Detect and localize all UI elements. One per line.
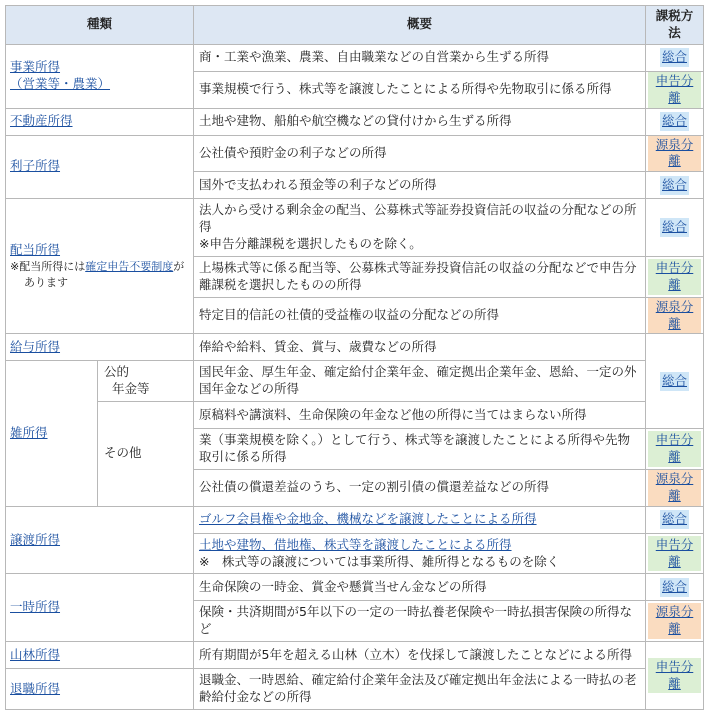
haito-note-post: が: [173, 260, 185, 274]
method-shinkoku-badge[interactable]: 申告分離: [648, 259, 701, 295]
table-row: [6, 361, 704, 402]
desc-haito-a-text: 法人から受ける剰余金の配当、公募株式等証券投資信託の収益の分配などの所得: [199, 202, 637, 235]
method-shinkoku-badge[interactable]: 申告分離: [648, 431, 701, 467]
link-taishoku[interactable]: 退職所得: [10, 680, 61, 696]
method-shinkoku-badge[interactable]: 申告分離: [648, 536, 701, 572]
zatsu-sub-pension: [98, 361, 194, 402]
header-overview: 概要: [194, 6, 646, 45]
method-cell: [646, 506, 704, 533]
category-joto: [6, 506, 194, 574]
desc-ichiji-a: 生命保険の一時金、賞金や懸賞当せん金などの所得: [194, 574, 646, 601]
category-haito: [6, 199, 194, 334]
desc-rishi-a: 公社債や預貯金の利子などの所得: [194, 135, 646, 172]
haito-note-line2: あります: [24, 275, 68, 289]
method-shinkoku-badge[interactable]: 申告分離: [648, 658, 701, 694]
table-row: [6, 402, 704, 429]
zatsu-sub-pension-1: 公的: [104, 364, 130, 380]
method-cell: [646, 533, 704, 574]
method-gensen-badge[interactable]: 源泉分離: [648, 136, 701, 172]
desc-haito-a-note: ※申告分離課税を選択したものを除く。: [199, 236, 422, 251]
link-joto[interactable]: 譲渡所得: [10, 531, 61, 547]
method-sogo-badge[interactable]: 総合: [660, 510, 689, 529]
desc-zatsu-d: 公社債の償還差益のうち、一定の割引債の償還差益などの所得: [194, 469, 646, 506]
category-jigyo: [6, 44, 194, 108]
category-zatsu: [6, 361, 98, 506]
link-zatsu[interactable]: 雑所得: [10, 425, 48, 441]
desc-zatsu-a: 国民年金、厚生年金、確定給付企業年金、確定拠出企業年金、恩給、一定の外国年金などの所得: [194, 361, 646, 402]
category-ichiji: [6, 574, 194, 642]
method-cell: [646, 334, 704, 429]
desc-jigyo-b: 事業規模で行う、株式等を譲渡したことによる所得や先物取引に係る所得: [194, 71, 646, 108]
link-kyuyo[interactable]: 給与所得: [10, 338, 61, 354]
link-fudosan[interactable]: 不動産所得: [10, 113, 73, 129]
desc-zatsu-c: 業（事業規模を除く。）として行う、株式等を譲渡したことによる所得や先物取引に係る所得: [194, 429, 646, 470]
haito-note: [10, 259, 189, 290]
desc-haito-c: 特定目的信託の社債的受益権の収益の分配などの所得: [194, 297, 646, 334]
desc-haito-b: 上場株式等に係る配当等、公募株式等証券投資信託の収益の分配などで申告分離課税を選択したものの所得: [194, 256, 646, 297]
desc-joto-b-note: ※ 株式等の譲渡については事業所得、雑所得となるものを除く: [199, 553, 560, 569]
haito-note-pre: ※配当所得には: [10, 260, 86, 274]
link-ichiji[interactable]: 一時所得: [10, 599, 61, 615]
method-cell: [646, 199, 704, 257]
method-cell: [646, 71, 704, 108]
method-cell: [646, 297, 704, 334]
table-header-row: [6, 6, 704, 45]
zatsu-sub-other: その他: [98, 402, 194, 507]
header-type: 種類: [6, 6, 194, 45]
method-cell: [646, 642, 704, 710]
desc-zatsu-b: 原稿料や講演料、生命保険の年金など他の所得に当てはまらない所得: [194, 402, 646, 429]
method-sogo-badge[interactable]: 総合: [660, 176, 689, 195]
header-method: 課税方法: [646, 6, 704, 45]
desc-joto-a: [194, 506, 646, 533]
method-cell: [646, 601, 704, 642]
link-jigyo-sub[interactable]: （営業等・農業）: [10, 76, 111, 92]
method-cell: [646, 108, 704, 135]
table-row: [6, 199, 704, 257]
link-haito[interactable]: 配当所得: [10, 242, 61, 258]
link-sanrin[interactable]: 山林所得: [10, 646, 61, 662]
method-cell: [646, 256, 704, 297]
table-row: [6, 669, 704, 710]
desc-rishi-b: 国外で支払われる預金等の利子などの所得: [194, 172, 646, 199]
method-gensen-badge[interactable]: 源泉分離: [648, 603, 701, 639]
category-taishoku: [6, 669, 194, 710]
method-sogo-badge[interactable]: 総合: [660, 218, 689, 237]
table-row: [6, 108, 704, 135]
table-row: [6, 135, 704, 172]
desc-joto-b: [194, 533, 646, 574]
category-rishi: [6, 135, 194, 199]
category-kyuyo: [6, 334, 194, 361]
table-row: [6, 44, 704, 71]
desc-fudosan: 土地や建物、船舶や航空機などの貸付けから生ずる所得: [194, 108, 646, 135]
table-row: [6, 334, 704, 361]
method-gensen-badge[interactable]: 源泉分離: [648, 298, 701, 334]
zatsu-sub-pension-2: 年金等: [111, 381, 150, 397]
method-sogo-badge[interactable]: 総合: [660, 112, 689, 131]
desc-sanrin: 所有期間が5年を超える山林（立木）を伐採して譲渡したことなどによる所得: [194, 642, 646, 669]
method-sogo-badge[interactable]: 総合: [660, 48, 689, 67]
method-cell: [646, 469, 704, 506]
income-type-table: [5, 5, 704, 710]
method-gensen-badge[interactable]: 源泉分離: [648, 470, 701, 506]
link-kakutei-fuyo[interactable]: 確定申告不要制度: [85, 260, 174, 274]
desc-jigyo-a: 商・工業や漁業、農業、自由職業などの自営業から生ずる所得: [194, 44, 646, 71]
desc-taishoku: 退職金、一時恩給、確定給付企業年金法及び確定拠出年金法による一時払の老齢給付金などの所得: [194, 669, 646, 710]
desc-haito-a: [194, 199, 646, 257]
table-row: [6, 642, 704, 669]
category-fudosan: [6, 108, 194, 135]
link-joto-b[interactable]: 土地や建物、借地権、株式等を譲渡したことによる所得: [199, 536, 512, 552]
method-cell: [646, 172, 704, 199]
method-cell: [646, 429, 704, 470]
desc-kyuyo: 俸給や給料、賃金、賞与、歳費などの所得: [194, 334, 646, 361]
method-sogo-badge[interactable]: 総合: [660, 578, 689, 597]
desc-ichiji-b: 保険・共済期間が5年以下の一定の一時払養老保険や一時払損害保険の所得など: [194, 601, 646, 642]
link-rishi[interactable]: 利子所得: [10, 158, 61, 174]
method-cell: [646, 44, 704, 71]
table-row: [6, 506, 704, 533]
category-sanrin: [6, 642, 194, 669]
method-cell: [646, 135, 704, 172]
method-sogo-badge[interactable]: 総合: [660, 372, 689, 391]
link-jigyo[interactable]: 事業所得: [10, 59, 61, 75]
method-cell: [646, 574, 704, 601]
table-row: [6, 574, 704, 601]
method-shinkoku-badge[interactable]: 申告分離: [648, 72, 701, 108]
link-joto-a[interactable]: ゴルフ会員権や金地金、機械などを譲渡したことによる所得: [199, 511, 537, 527]
